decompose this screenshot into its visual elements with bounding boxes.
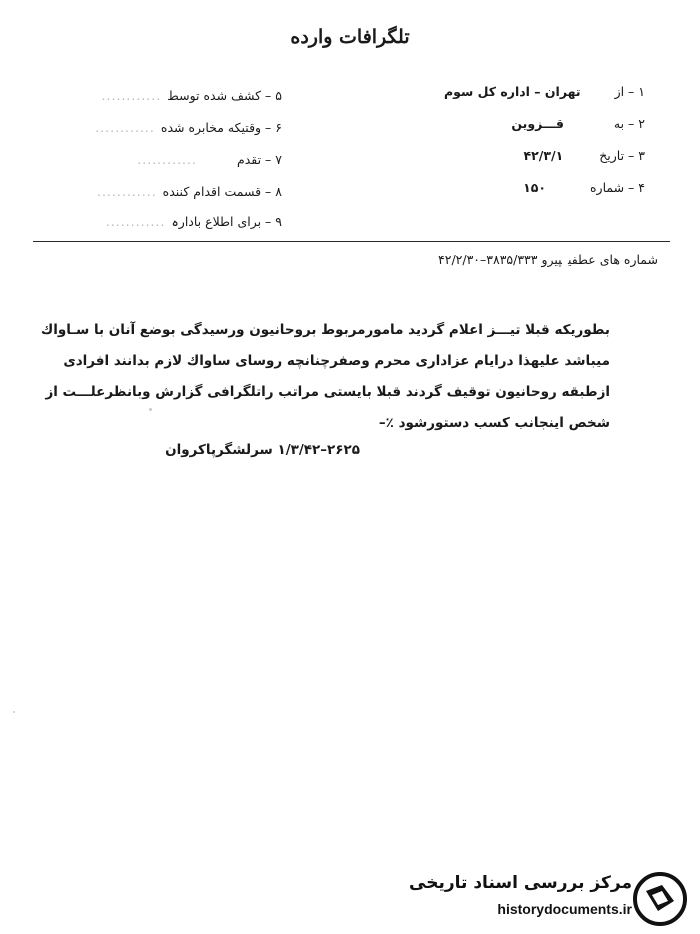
header-date-label: ۳ – تاریخ <box>599 148 645 163</box>
header-to-label: ۲ – به <box>613 116 645 131</box>
dots-leader: ............ <box>96 184 157 199</box>
header-to-value: قـــزوین <box>511 116 564 131</box>
body-line-4: شخص اینجانب کسب دستورشود ٪– <box>378 415 610 431</box>
logo-text-url: historydocuments.ir <box>497 901 632 917</box>
header-for-info-label: ۹ – برای اطلاع بادارہ <box>171 214 282 229</box>
archive-emblem-icon <box>632 871 688 927</box>
header-action-unit <box>97 184 282 199</box>
header-decoded-by <box>102 88 282 103</box>
header-number <box>523 180 645 195</box>
header-to <box>511 116 645 131</box>
dots-leader: ............ <box>137 152 197 167</box>
header-decoded-by-label: ۵ – کشف شده توسط <box>167 88 282 103</box>
signature-line: ۲۶۲۵–۱/۳/۴۲ سرلشگرپاکروان <box>165 442 360 458</box>
dots-leader: ............ <box>105 214 166 229</box>
logo-text-persian: مرکز بررسی اسناد تاریخی <box>409 873 632 893</box>
header-date <box>524 148 645 163</box>
header-number-value: ۱۵۰ <box>523 180 546 195</box>
body-line-2: میباشد علیهذا درایام عزاداری محرم وصفرچنانچه روسای ساواك لازم بدانند افرادی <box>63 353 610 369</box>
reference-numbers <box>438 252 658 267</box>
header-number-label: ۴ – شماره <box>589 180 645 195</box>
header-action-unit-label: ۸ – قسمت اقدام کننده <box>162 184 282 199</box>
reference-numbers-label: شماره های عطفی <box>567 252 658 267</box>
scan-speck <box>149 408 152 411</box>
header-date-value: ۴۲/۳/۱ <box>523 148 564 163</box>
header-from-label: ۱ – از <box>614 84 645 99</box>
header-from <box>444 84 645 99</box>
header-transmitted <box>95 120 282 135</box>
header-from-value: تهران – اداره کل سوم <box>443 84 581 99</box>
page-title: تلگرافات وارده <box>290 26 410 48</box>
watermark-logo <box>409 863 692 933</box>
dots-leader: ............ <box>95 120 155 135</box>
body-line-1: بطوریکه قبلا تیـــز اعلام گردید مامورمربوط بروحانیون ورسیدگی بوضع آنان با سـاواك <box>40 322 610 338</box>
reference-numbers-value: پیرو ۳۸۳۵/۳۳۳–۴۲/۲/۳۰ <box>438 252 562 267</box>
dots-leader: ............ <box>101 88 162 103</box>
header-priority <box>137 152 282 167</box>
body-line-3: ازطبقه روحانیون توقیف گردند قبلا بایستی مراتب راتلگرافی گزارش وبانظرعلـــت از <box>45 384 610 400</box>
header-transmitted-label: ۶ – وقتیکه مخابره شده <box>160 120 282 135</box>
scan-speck <box>13 711 15 713</box>
header-for-info <box>106 214 282 229</box>
header-divider <box>33 241 670 242</box>
header-priority-label: ۷ – تقدم <box>236 152 282 167</box>
